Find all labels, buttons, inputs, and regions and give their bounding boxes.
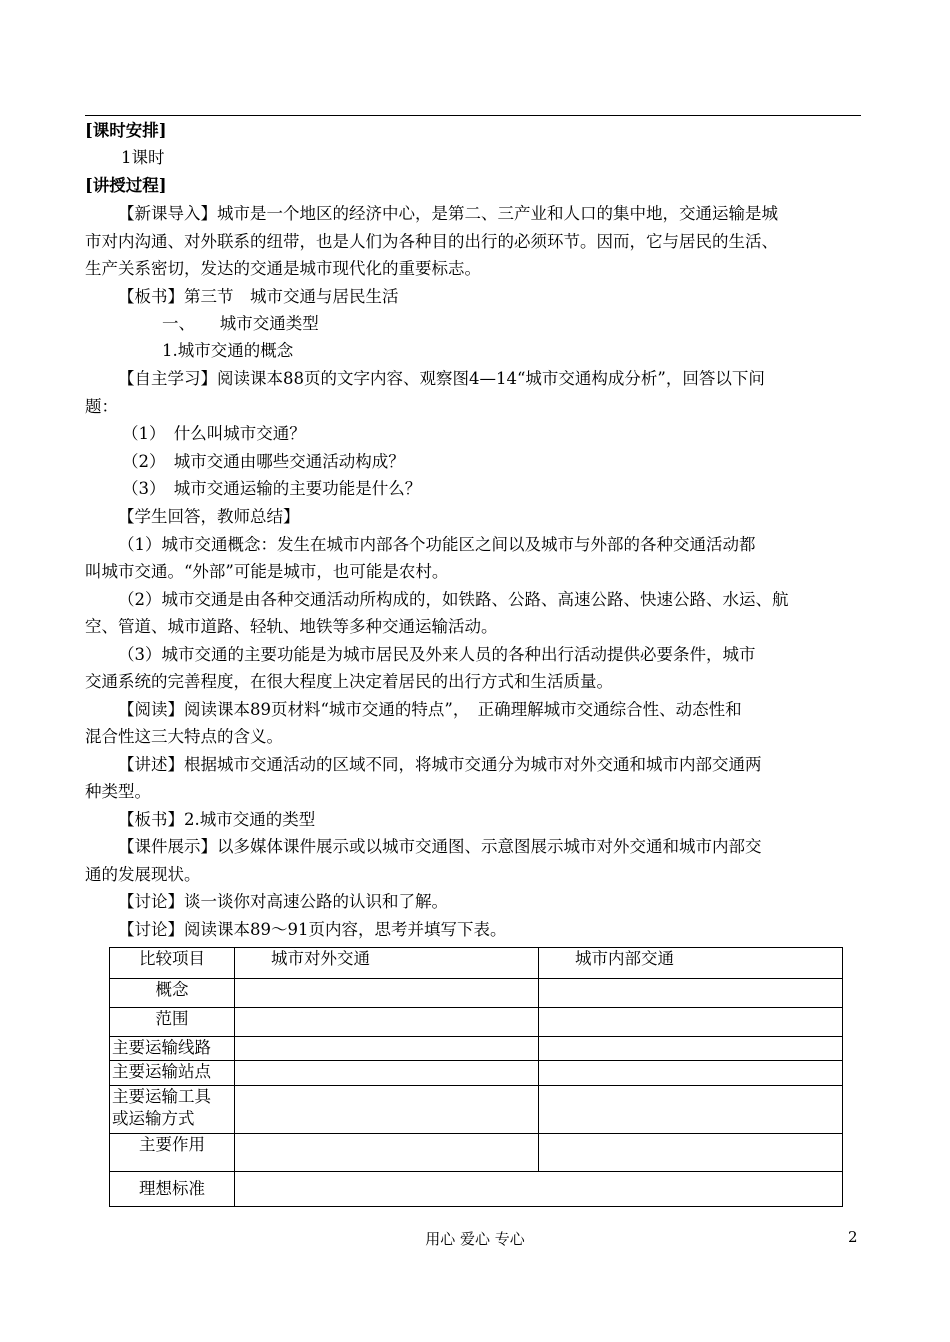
row-label-routes: 主要运输线路 xyxy=(110,1037,235,1061)
answer-3-line-2: 交通系统的完善程度，在很大程度上决定着居民的出行方式和生活质量。 xyxy=(85,672,613,691)
reading-line-1: 【阅读】阅读课本89页材料“城市交通的特点”， 正确理解城市交通综合性、动态性和 xyxy=(118,700,742,719)
subsection-concept: 1.城市交通的概念 xyxy=(162,341,294,360)
header-internal-transport: 城市内部交通 xyxy=(539,948,843,979)
intro-line-3: 生产关系密切，发达的交通是城市现代化的重要标志。 xyxy=(85,259,481,278)
self-study-line-1: 【自主学习】阅读课本88页的文字内容、观察图4—14“城市交通构成分析”，回答以下问 xyxy=(118,369,765,388)
courseware-line-2: 通的发展现状。 xyxy=(85,865,201,884)
question-3: （3） 城市交通运输的主要功能是什么？ xyxy=(122,479,422,498)
row-label-vehicles-line-1: 主要运输工具 xyxy=(112,1087,211,1106)
table-header-row xyxy=(110,948,843,979)
table-cell-empty xyxy=(235,1086,539,1134)
table-cell-empty xyxy=(539,1037,843,1061)
question-2: （2） 城市交通由哪些交通活动构成？ xyxy=(122,452,405,471)
row-label-stations: 主要运输站点 xyxy=(110,1061,235,1086)
answer-1-line-2: 叫城市交通。“外部”可能是城市，也可能是农村。 xyxy=(85,562,449,581)
table-cell-empty xyxy=(235,1134,539,1172)
table-row xyxy=(110,1172,843,1207)
header-rule xyxy=(85,115,861,116)
intro-line-2: 市对内沟通、对外联系的纽带，也是人们为各种目的出行的必须环节。因而，它与居民的生活、 xyxy=(85,232,778,251)
table-row xyxy=(110,1037,843,1061)
table-cell-empty xyxy=(235,1037,539,1061)
footer-motto: 用心 爱心 专心 xyxy=(425,1230,525,1248)
self-study-line-2: 题： xyxy=(85,397,118,416)
answer-2-line-1: （2）城市交通是由各种交通活动所构成的，如铁路、公路、高速公路、快速公路、水运、航 xyxy=(118,590,789,609)
table-row xyxy=(110,979,843,1008)
table-row xyxy=(110,1061,843,1086)
table-cell-empty xyxy=(539,1086,843,1134)
row-label-concept: 概念 xyxy=(110,979,235,1008)
page-number: 2 xyxy=(848,1228,858,1246)
table-cell-empty xyxy=(539,1134,843,1172)
intro-line-1: 【新课导入】城市是一个地区的经济中心，是第二、三产业和人口的集中地，交通运输是城 xyxy=(118,204,778,223)
board-types-title: 【板书】2.城市交通的类型 xyxy=(118,810,316,829)
answer-1-line-1: （1）城市交通概念：发生在城市内部各个功能区之间以及城市与外部的各种交通活动都 xyxy=(118,535,756,554)
table-row xyxy=(110,1134,843,1172)
row-label-function: 主要作用 xyxy=(110,1134,235,1172)
table-cell-empty xyxy=(539,979,843,1008)
lecture-line-1: 【讲述】根据城市交通活动的区域不同，将城市交通分为城市对外交通和城市内部交通两 xyxy=(118,755,762,774)
row-label-vehicles-line-2: 或运输方式 xyxy=(112,1109,195,1128)
answer-3-line-1: （3）城市交通的主要功能是为城市居民及外来人员的各种出行活动提供必要条件，城市 xyxy=(118,645,756,664)
answer-2-line-2: 空、管道、城市道路、轻轨、地铁等多种交通运输活动。 xyxy=(85,617,498,636)
lecture-line-2: 种类型。 xyxy=(85,782,151,801)
summary-heading: 【学生回答，教师总结】 xyxy=(118,507,300,526)
section-one-heading: 一、 城市交通类型 xyxy=(162,314,319,333)
table-row xyxy=(110,1008,843,1037)
table-cell-empty xyxy=(235,1172,843,1207)
table-row xyxy=(110,1086,843,1134)
discussion-highway: 【讨论】谈一谈你对高速公路的认识和了解。 xyxy=(118,892,448,911)
row-label-scope: 范围 xyxy=(110,1008,235,1037)
discussion-table-prompt: 【讨论】阅读课本89～91页内容，思考并填写下表。 xyxy=(118,920,507,939)
table-cell-empty xyxy=(235,979,539,1008)
table-cell-empty xyxy=(539,1008,843,1037)
heading-schedule: [课时安排] xyxy=(85,121,167,140)
header-compare-item: 比较项目 xyxy=(110,948,235,979)
reading-line-2: 混合性这三大特点的含义。 xyxy=(85,727,283,746)
row-label-ideal-standard: 理想标准 xyxy=(110,1172,235,1207)
comparison-table xyxy=(109,947,843,1207)
heading-process: [讲授过程] xyxy=(85,176,167,195)
row-label-vehicles xyxy=(110,1086,235,1134)
board-section-title: 【板书】第三节 城市交通与居民生活 xyxy=(118,287,399,306)
courseware-line-1: 【课件展示】以多媒体课件展示或以城市交通图、示意图展示城市对外交通和城市内部交 xyxy=(118,837,762,856)
table-cell-empty xyxy=(539,1061,843,1086)
class-hours: 1课时 xyxy=(121,148,165,167)
header-external-transport: 城市对外交通 xyxy=(235,948,539,979)
question-1: （1） 什么叫城市交通？ xyxy=(122,424,306,443)
table-cell-empty xyxy=(235,1008,539,1037)
table-cell-empty xyxy=(235,1061,539,1086)
